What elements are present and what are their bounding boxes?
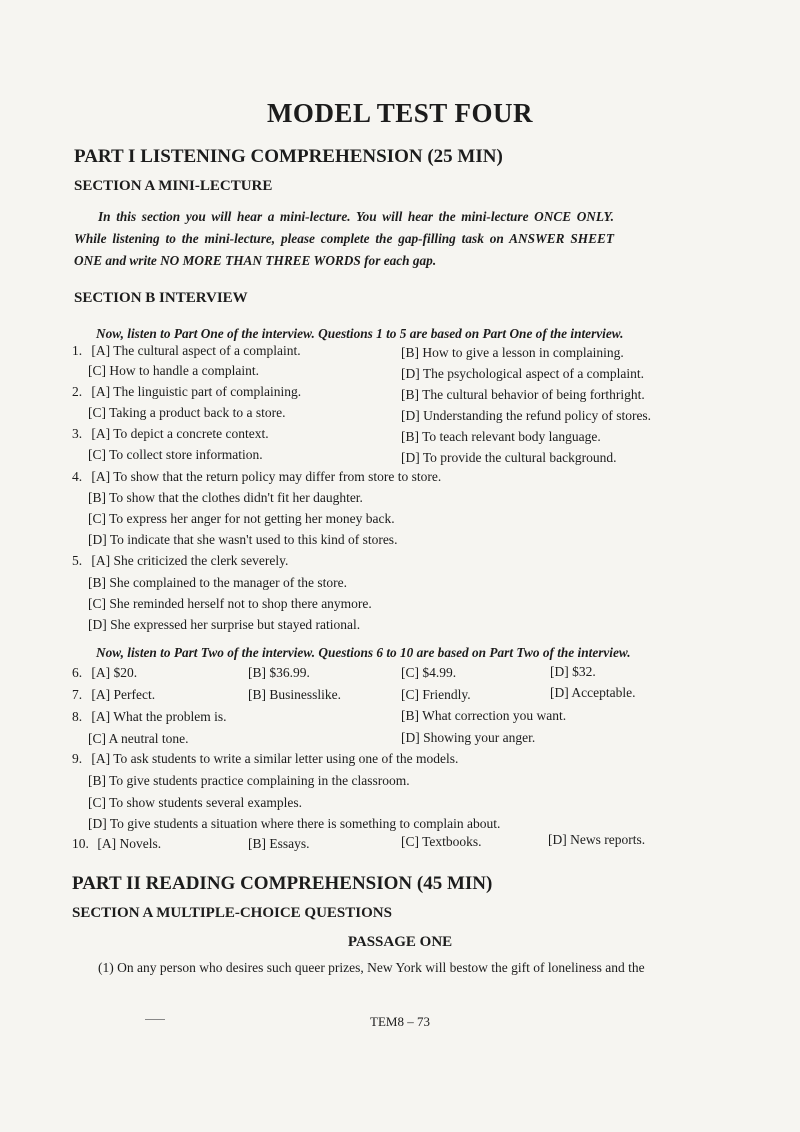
option-c: [C] $4.99. (401, 665, 457, 680)
option-b: [B] The cultural behavior of being forthright. (401, 387, 645, 402)
option-d: [D] To give students a situation where there is something to complain about. (88, 816, 501, 831)
section-a-instruction: In this section you will hear a mini-lecture. You will hear the mini-lecture ONCE ONLY. While listening to the mini-lecture, please complete the gap-filling task on ANSWER SHEET ONE and write NO MORE THAN THREE WORDS for each gap. (74, 209, 614, 268)
option-d: [D] To provide the cultural background. (401, 450, 617, 465)
option-d: [D] The psychological aspect of a complaint. (401, 366, 645, 381)
question-5: 5. [A] She criticized the clerk severely. (72, 553, 289, 568)
question-3: 3. [A] To depict a concrete context. (72, 426, 269, 441)
option-d: [D] Showing your anger. (401, 730, 536, 745)
question-6: 6. [A] $20. (72, 665, 138, 680)
section-a-heading: SECTION A MINI-LECTURE (74, 178, 273, 194)
option-d: [D] She expressed her surprise but stayed rational. (88, 617, 361, 632)
passage-heading: PASSAGE ONE (347, 934, 453, 950)
option-b: [B] To give students practice complaining in the classroom. (88, 773, 410, 788)
option-a: [A] To ask students to write a similar letter using one of the models. (91, 751, 459, 766)
section-b-heading: SECTION B INTERVIEW (74, 290, 248, 306)
option-a: [A] To show that the return policy may differ from store to store. (91, 469, 442, 484)
reading-section-a-heading: SECTION A MULTIPLE-CHOICE QUESTIONS (72, 905, 392, 921)
question-7: 7. [A] Perfect. (72, 687, 156, 702)
option-c: [C] She reminded herself not to shop there anymore. (88, 596, 372, 611)
part-two-note: Now, listen to Part Two of the interview. Questions 6 to 10 are based on Part Two of the interview. (96, 645, 631, 660)
option-a: [A] She criticized the clerk severely. (91, 553, 289, 568)
option-c: [C] To express her anger for not getting her money back. (88, 511, 395, 526)
option-c: [C] How to handle a complaint. (88, 363, 259, 378)
option-a: [A] What the problem is. (91, 709, 227, 724)
option-b: [B] She complained to the manager of the store. (88, 575, 348, 590)
part-two-heading: PART II READING COMPREHENSION (45 MIN) (72, 873, 493, 894)
option-d: [D] Acceptable. (550, 685, 636, 700)
option-c: [C] Textbooks. (401, 834, 482, 849)
option-b: [B] How to give a lesson in complaining. (401, 345, 624, 360)
option-d: [D] $32. (550, 664, 596, 679)
question-8: 8. [A] What the problem is. (72, 709, 227, 724)
option-c: [C] Taking a product back to a store. (88, 405, 286, 420)
option-c: [C] To show students several examples. (88, 795, 303, 810)
option-c: [C] A neutral tone. (88, 731, 189, 746)
option-d: [D] Understanding the refund policy of stores. (401, 408, 652, 423)
option-b: [B] Businesslike. (248, 687, 341, 702)
option-a: [A] Perfect. (91, 687, 156, 702)
question-1: 1. [A] The cultural aspect of a complaint. (72, 343, 301, 358)
option-b: [B] $36.99. (248, 665, 310, 680)
question-10: 10. [A] Novels. (72, 836, 162, 851)
option-a: [A] The cultural aspect of a complaint. (91, 343, 301, 358)
bleed-through (68, 68, 71, 83)
option-b: [B] To show that the clothes didn't fit her daughter. (88, 490, 363, 505)
passage-paragraph: (1) On any person who desires such queer prizes, New York will bestow the gift of loneliness and the (98, 960, 645, 975)
part-one-heading: PART I LISTENING COMPREHENSION (25 MIN) (74, 146, 503, 167)
option-b: [B] Essays. (248, 836, 310, 851)
option-c: [C] Friendly. (401, 687, 471, 702)
option-a: [A] To depict a concrete context. (91, 426, 269, 441)
page-number: TEM8 – 73 (370, 1014, 430, 1029)
question-2: 2. [A] The linguistic part of complaining. (72, 384, 302, 399)
option-a: [A] The linguistic part of complaining. (91, 384, 302, 399)
question-9: 9. [A] To ask students to write a similar letter using one of the models. (72, 751, 459, 766)
option-b: [B] What correction you want. (401, 708, 567, 723)
option-d: [D] To indicate that she wasn't used to this kind of stores. (88, 532, 398, 547)
option-c: [C] To collect store information. (88, 447, 263, 462)
option-a: [A] $20. (91, 665, 138, 680)
part-one-note: Now, listen to Part One of the interview. Questions 1 to 5 are based on Part One of the interview. (96, 326, 624, 341)
question-4: 4. [A] To show that the return policy may differ from store to store. (72, 469, 442, 484)
option-b: [B] To teach relevant body language. (401, 429, 601, 444)
page-title: MODEL TEST FOUR (266, 98, 534, 128)
option-d: [D] News reports. (548, 832, 646, 847)
option-a: [A] Novels. (97, 836, 162, 851)
